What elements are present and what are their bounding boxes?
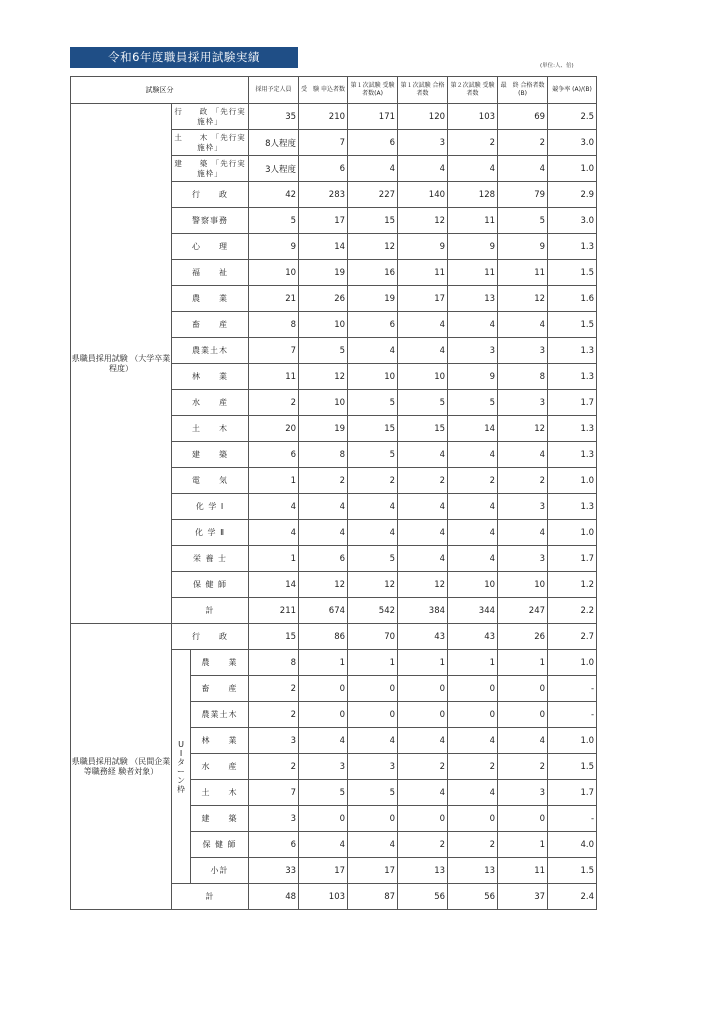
- cell-planned: 3人程度: [249, 156, 299, 182]
- cell-first-takers: 542: [348, 598, 398, 624]
- cell-final-passers: 0: [498, 806, 548, 832]
- header-ratio: 競争率 (A)/(B): [548, 77, 597, 104]
- cell-applicants: 103: [299, 884, 348, 910]
- cell-first-takers: 227: [348, 182, 398, 208]
- cell-final-passers: 247: [498, 598, 548, 624]
- row-label: 林 業: [191, 728, 249, 754]
- cell-applicants: 0: [299, 806, 348, 832]
- row-label: 保 健 師: [191, 832, 249, 858]
- header-first-takers: 第１次試験 受験者数(A): [348, 77, 398, 104]
- row-label: 農 業: [191, 650, 249, 676]
- cell-second-takers: 10: [448, 572, 498, 598]
- cell-first-passers: 13: [398, 858, 448, 884]
- cell-first-takers: 12: [348, 234, 398, 260]
- cell-ratio: 2.2: [548, 598, 597, 624]
- cell-first-passers: 4: [398, 780, 448, 806]
- cell-final-passers: 3: [498, 494, 548, 520]
- cell-planned: 5: [249, 208, 299, 234]
- cell-first-takers: 4: [348, 338, 398, 364]
- cell-applicants: 6: [299, 546, 348, 572]
- cell-first-passers: 384: [398, 598, 448, 624]
- cell-first-takers: 4: [348, 520, 398, 546]
- cell-planned: 8: [249, 312, 299, 338]
- cell-ratio: 2.5: [548, 104, 597, 130]
- cell-planned: 7: [249, 338, 299, 364]
- cell-planned: 6: [249, 442, 299, 468]
- cell-ratio: 1.5: [548, 858, 597, 884]
- cell-ratio: 2.9: [548, 182, 597, 208]
- cell-ratio: 1.3: [548, 442, 597, 468]
- row-label: 福 祉: [172, 260, 249, 286]
- cell-planned: 42: [249, 182, 299, 208]
- cell-second-takers: 5: [448, 390, 498, 416]
- cell-ratio: 1.3: [548, 416, 597, 442]
- row-label: 栄 養 士: [172, 546, 249, 572]
- cell-planned: 48: [249, 884, 299, 910]
- cell-first-passers: 56: [398, 884, 448, 910]
- row-label: 畜 産: [172, 312, 249, 338]
- row-label: 行 政: [172, 182, 249, 208]
- cell-planned: 1: [249, 546, 299, 572]
- cell-second-takers: 3: [448, 338, 498, 364]
- cell-ratio: 1.3: [548, 364, 597, 390]
- cell-second-takers: 4: [448, 546, 498, 572]
- cell-first-takers: 3: [348, 754, 398, 780]
- cell-ratio: 2.4: [548, 884, 597, 910]
- cell-applicants: 10: [299, 312, 348, 338]
- cell-ratio: 1.5: [548, 260, 597, 286]
- cell-applicants: 7: [299, 130, 348, 156]
- row-label: 林 業: [172, 364, 249, 390]
- document-title: 令和6年度職員採用試験実績: [70, 47, 298, 68]
- row-label: 電 気: [172, 468, 249, 494]
- cell-second-takers: 344: [448, 598, 498, 624]
- cell-first-takers: 15: [348, 416, 398, 442]
- cell-second-takers: 0: [448, 702, 498, 728]
- cell-planned: 33: [249, 858, 299, 884]
- cell-ratio: 1.0: [548, 468, 597, 494]
- cell-first-passers: 11: [398, 260, 448, 286]
- cell-ratio: 1.0: [548, 728, 597, 754]
- cell-planned: 3: [249, 728, 299, 754]
- cell-planned: 15: [249, 624, 299, 650]
- cell-ratio: 1.5: [548, 312, 597, 338]
- cell-applicants: 4: [299, 728, 348, 754]
- cell-final-passers: 9: [498, 234, 548, 260]
- cell-applicants: 5: [299, 338, 348, 364]
- cell-ratio: 4.0: [548, 832, 597, 858]
- cell-second-takers: 103: [448, 104, 498, 130]
- cell-ratio: 1.6: [548, 286, 597, 312]
- cell-second-takers: 13: [448, 858, 498, 884]
- cell-planned: 8人程度: [249, 130, 299, 156]
- row-label: 化 学 Ⅱ: [172, 520, 249, 546]
- cell-final-passers: 1: [498, 832, 548, 858]
- cell-second-takers: 43: [448, 624, 498, 650]
- cell-ratio: 3.0: [548, 130, 597, 156]
- cell-planned: 7: [249, 780, 299, 806]
- cell-first-takers: 0: [348, 806, 398, 832]
- uiturn-frame-label: [172, 650, 191, 884]
- section-label-university: 県職員採用試験 （大学卒業程度）: [71, 104, 172, 624]
- cell-applicants: 674: [299, 598, 348, 624]
- cell-first-passers: 0: [398, 702, 448, 728]
- cell-planned: 4: [249, 520, 299, 546]
- cell-final-passers: 12: [498, 416, 548, 442]
- cell-second-takers: 4: [448, 728, 498, 754]
- cell-applicants: 4: [299, 494, 348, 520]
- cell-first-takers: 4: [348, 728, 398, 754]
- cell-applicants: 210: [299, 104, 348, 130]
- cell-first-takers: 0: [348, 702, 398, 728]
- cell-first-passers: 10: [398, 364, 448, 390]
- cell-final-passers: 26: [498, 624, 548, 650]
- cell-ratio: -: [548, 676, 597, 702]
- cell-ratio: 3.0: [548, 208, 597, 234]
- cell-final-passers: 4: [498, 156, 548, 182]
- cell-planned: 14: [249, 572, 299, 598]
- cell-final-passers: 69: [498, 104, 548, 130]
- cell-applicants: 8: [299, 442, 348, 468]
- cell-first-passers: 0: [398, 676, 448, 702]
- unit-note: (単位:人、倍): [540, 63, 574, 69]
- cell-final-passers: 2: [498, 754, 548, 780]
- cell-second-takers: 0: [448, 676, 498, 702]
- cell-second-takers: 11: [448, 260, 498, 286]
- cell-second-takers: 14: [448, 416, 498, 442]
- cell-first-takers: 4: [348, 494, 398, 520]
- cell-applicants: 5: [299, 780, 348, 806]
- cell-ratio: 1.3: [548, 234, 597, 260]
- header-row: [71, 77, 597, 104]
- cell-planned: 2: [249, 390, 299, 416]
- cell-first-passers: 4: [398, 312, 448, 338]
- cell-second-takers: 2: [448, 130, 498, 156]
- cell-applicants: 26: [299, 286, 348, 312]
- cell-applicants: 86: [299, 624, 348, 650]
- cell-first-passers: 2: [398, 468, 448, 494]
- cell-final-passers: 1: [498, 650, 548, 676]
- cell-first-takers: 5: [348, 442, 398, 468]
- cell-second-takers: 4: [448, 156, 498, 182]
- cell-planned: 4: [249, 494, 299, 520]
- cell-applicants: 0: [299, 676, 348, 702]
- cell-second-takers: 0: [448, 806, 498, 832]
- cell-final-passers: 3: [498, 390, 548, 416]
- cell-first-passers: 4: [398, 156, 448, 182]
- cell-planned: 6: [249, 832, 299, 858]
- cell-final-passers: 37: [498, 884, 548, 910]
- cell-applicants: 12: [299, 364, 348, 390]
- cell-final-passers: 79: [498, 182, 548, 208]
- cell-second-takers: 2: [448, 832, 498, 858]
- cell-final-passers: 0: [498, 702, 548, 728]
- cell-applicants: 1: [299, 650, 348, 676]
- cell-ratio: 1.2: [548, 572, 597, 598]
- row-label: 化 学 Ⅰ: [172, 494, 249, 520]
- cell-planned: 9: [249, 234, 299, 260]
- row-label: 農業土木: [172, 338, 249, 364]
- header-final-passers: 最 終 合格者数(B): [498, 77, 548, 104]
- cell-applicants: 19: [299, 260, 348, 286]
- cell-planned: 11: [249, 364, 299, 390]
- cell-second-takers: 9: [448, 234, 498, 260]
- cell-planned: 3: [249, 806, 299, 832]
- uiturn-char: U: [178, 739, 184, 749]
- cell-first-takers: 4: [348, 156, 398, 182]
- cell-second-takers: 4: [448, 780, 498, 806]
- row-label: 土 木: [172, 416, 249, 442]
- cell-final-passers: 11: [498, 260, 548, 286]
- cell-first-passers: 43: [398, 624, 448, 650]
- cell-final-passers: 11: [498, 858, 548, 884]
- uiturn-char: I: [179, 748, 183, 758]
- cell-applicants: 2: [299, 468, 348, 494]
- cell-first-passers: 140: [398, 182, 448, 208]
- cell-first-passers: 9: [398, 234, 448, 260]
- cell-applicants: 12: [299, 572, 348, 598]
- cell-first-takers: 5: [348, 390, 398, 416]
- cell-first-takers: 0: [348, 676, 398, 702]
- cell-final-passers: 3: [498, 546, 548, 572]
- cell-final-passers: 5: [498, 208, 548, 234]
- cell-planned: 35: [249, 104, 299, 130]
- cell-first-takers: 17: [348, 858, 398, 884]
- cell-first-takers: 10: [348, 364, 398, 390]
- cell-applicants: 4: [299, 520, 348, 546]
- cell-first-takers: 16: [348, 260, 398, 286]
- cell-first-passers: 3: [398, 130, 448, 156]
- cell-first-passers: 0: [398, 806, 448, 832]
- section-label-experienced: 県職員採用試験 （民間企業等職務経 験者対象）: [71, 624, 172, 910]
- cell-final-passers: 2: [498, 468, 548, 494]
- subtotal-label: 小計: [191, 858, 249, 884]
- cell-first-takers: 2: [348, 468, 398, 494]
- cell-applicants: 19: [299, 416, 348, 442]
- cell-first-takers: 15: [348, 208, 398, 234]
- cell-planned: 2: [249, 676, 299, 702]
- cell-planned: 10: [249, 260, 299, 286]
- cell-second-takers: 128: [448, 182, 498, 208]
- cell-ratio: 1.0: [548, 650, 597, 676]
- cell-ratio: -: [548, 806, 597, 832]
- cell-first-takers: 5: [348, 546, 398, 572]
- uiturn-char: 枠: [177, 784, 185, 794]
- cell-final-passers: 4: [498, 312, 548, 338]
- row-label: 心 理: [172, 234, 249, 260]
- cell-first-passers: 2: [398, 832, 448, 858]
- uiturn-char: ン: [177, 775, 185, 785]
- total-label: 計: [172, 884, 249, 910]
- cell-first-takers: 5: [348, 780, 398, 806]
- cell-final-passers: 8: [498, 364, 548, 390]
- cell-planned: 1: [249, 468, 299, 494]
- cell-final-passers: 3: [498, 338, 548, 364]
- cell-applicants: 17: [299, 858, 348, 884]
- cell-ratio: 2.7: [548, 624, 597, 650]
- cell-first-passers: 12: [398, 208, 448, 234]
- row-label: 農 業: [172, 286, 249, 312]
- cell-first-takers: 1: [348, 650, 398, 676]
- row-label: 保 健 師: [172, 572, 249, 598]
- cell-applicants: 10: [299, 390, 348, 416]
- cell-planned: 21: [249, 286, 299, 312]
- cell-first-passers: 4: [398, 494, 448, 520]
- header-applicants: 受 験 申込者数: [299, 77, 348, 104]
- cell-first-passers: 4: [398, 338, 448, 364]
- cell-first-takers: 87: [348, 884, 398, 910]
- row-label: 土 木 「先行実施枠」: [172, 130, 249, 156]
- cell-applicants: 4: [299, 832, 348, 858]
- cell-second-takers: 13: [448, 286, 498, 312]
- cell-first-takers: 4: [348, 832, 398, 858]
- cell-applicants: 14: [299, 234, 348, 260]
- cell-ratio: 1.7: [548, 546, 597, 572]
- cell-planned: 8: [249, 650, 299, 676]
- cell-final-passers: 0: [498, 676, 548, 702]
- cell-first-passers: 4: [398, 442, 448, 468]
- header-second-takers: 第２次試験 受験者数: [448, 77, 498, 104]
- cell-second-takers: 4: [448, 494, 498, 520]
- cell-second-takers: 1: [448, 650, 498, 676]
- cell-final-passers: 3: [498, 780, 548, 806]
- cell-first-passers: 12: [398, 572, 448, 598]
- cell-applicants: 6: [299, 156, 348, 182]
- cell-ratio: 1.0: [548, 520, 597, 546]
- table-row: [71, 624, 597, 650]
- cell-final-passers: 2: [498, 130, 548, 156]
- cell-ratio: 1.0: [548, 156, 597, 182]
- cell-planned: 2: [249, 754, 299, 780]
- cell-ratio: 1.3: [548, 338, 597, 364]
- cell-first-passers: 5: [398, 390, 448, 416]
- cell-second-takers: 4: [448, 442, 498, 468]
- row-label: 農業土木: [191, 702, 249, 728]
- cell-first-takers: 171: [348, 104, 398, 130]
- row-label: 警察事務: [172, 208, 249, 234]
- results-table: [70, 76, 597, 910]
- cell-ratio: 1.3: [548, 494, 597, 520]
- cell-final-passers: 4: [498, 728, 548, 754]
- cell-second-takers: 56: [448, 884, 498, 910]
- row-label: 行 政: [172, 624, 249, 650]
- row-label: 水 産: [172, 390, 249, 416]
- cell-first-takers: 6: [348, 312, 398, 338]
- cell-first-passers: 15: [398, 416, 448, 442]
- header-planned: 採用予定人員: [249, 77, 299, 104]
- header-category: 試験区分: [71, 77, 249, 104]
- cell-ratio: 1.7: [548, 390, 597, 416]
- cell-final-passers: 10: [498, 572, 548, 598]
- cell-first-passers: 120: [398, 104, 448, 130]
- uiturn-char: ー: [177, 766, 185, 776]
- row-label: 土 木: [191, 780, 249, 806]
- table-row: [71, 104, 597, 130]
- cell-applicants: 17: [299, 208, 348, 234]
- cell-planned: 20: [249, 416, 299, 442]
- row-label: 水 産: [191, 754, 249, 780]
- row-label: 畜 産: [191, 676, 249, 702]
- cell-final-passers: 12: [498, 286, 548, 312]
- cell-ratio: 1.7: [548, 780, 597, 806]
- cell-second-takers: 11: [448, 208, 498, 234]
- cell-ratio: -: [548, 702, 597, 728]
- cell-applicants: 3: [299, 754, 348, 780]
- row-label: 建 築: [172, 442, 249, 468]
- row-label: 建 築 「先行実施枠」: [172, 156, 249, 182]
- cell-second-takers: 2: [448, 754, 498, 780]
- header-first-passers: 第１次試験 合格者数: [398, 77, 448, 104]
- row-label: 行 政 「先行実施枠」: [172, 104, 249, 130]
- cell-first-passers: 4: [398, 546, 448, 572]
- uiturn-char: タ: [177, 757, 185, 767]
- cell-first-passers: 4: [398, 520, 448, 546]
- total-label: 計: [172, 598, 249, 624]
- cell-applicants: 283: [299, 182, 348, 208]
- cell-first-passers: 2: [398, 754, 448, 780]
- row-label: 建 築: [191, 806, 249, 832]
- cell-second-takers: 4: [448, 312, 498, 338]
- cell-first-takers: 6: [348, 130, 398, 156]
- cell-second-takers: 9: [448, 364, 498, 390]
- cell-first-takers: 12: [348, 572, 398, 598]
- cell-first-passers: 17: [398, 286, 448, 312]
- cell-first-takers: 70: [348, 624, 398, 650]
- cell-ratio: 1.5: [548, 754, 597, 780]
- cell-first-passers: 1: [398, 650, 448, 676]
- cell-first-passers: 4: [398, 728, 448, 754]
- cell-first-takers: 19: [348, 286, 398, 312]
- cell-final-passers: 4: [498, 442, 548, 468]
- cell-planned: 211: [249, 598, 299, 624]
- cell-applicants: 0: [299, 702, 348, 728]
- cell-final-passers: 4: [498, 520, 548, 546]
- cell-second-takers: 4: [448, 520, 498, 546]
- cell-second-takers: 2: [448, 468, 498, 494]
- cell-planned: 2: [249, 702, 299, 728]
